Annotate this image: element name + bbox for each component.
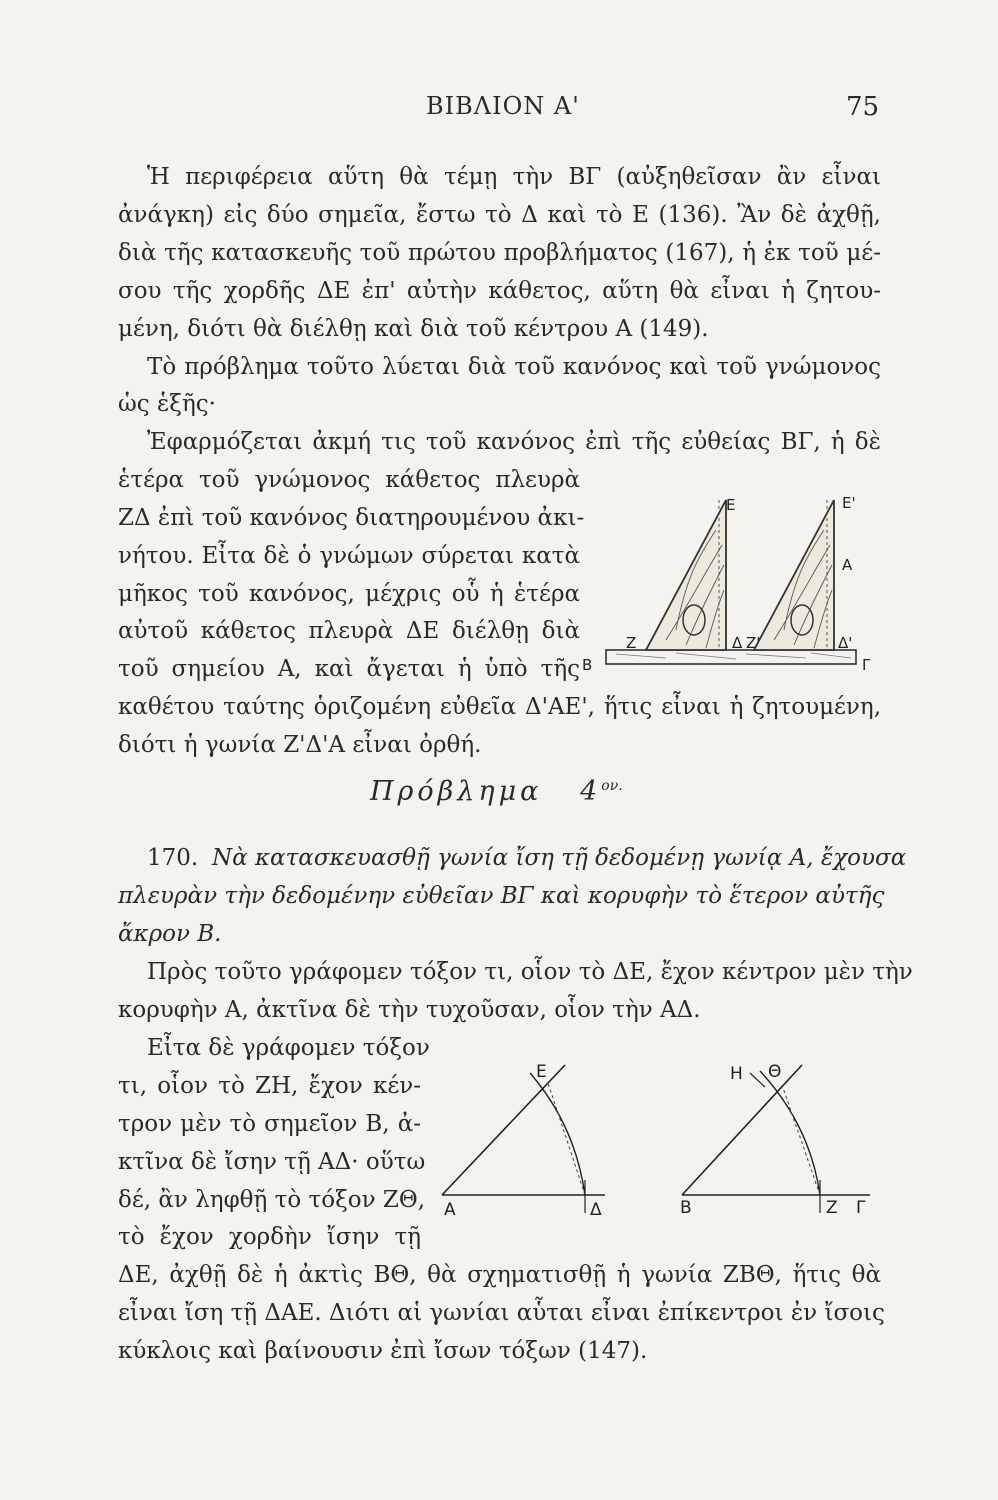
problem-title: Πρόβλημα [370, 776, 543, 807]
problem-number: 4 [580, 776, 602, 807]
label-e: Ε [726, 496, 736, 514]
angle-copy-figure [430, 1055, 880, 1225]
text-line: μένη, διότι θὰ διέλθῃ καὶ διὰ τοῦ κέντρου Α (149). [118, 316, 709, 342]
text-line: τρον μὲν τὸ σημεῖον Β, ἀ- [118, 1111, 421, 1137]
text-line: αὐτοῦ κάθετος πλευρὰ ΔΕ διέλθῃ διὰ [118, 618, 580, 644]
text-line: Νὰ κατασκευασθῇ γωνία ἴση τῇ δεδομένῃ γωνίᾳ Α, ἔχουσα [212, 845, 907, 871]
problem-suffix: ον. [601, 778, 623, 794]
text-line: ΖΔ ἐπὶ τοῦ κανόνος διατηρουμένου ἀκι- [118, 505, 585, 531]
text-line: Ἡ περιφέρεια αὕτη θὰ τέμῃ τὴν ΒΓ (αὐξηθεῖσαν ἂν εἶναι [147, 164, 881, 190]
set-square-left [646, 500, 726, 650]
label-d-prime: Δ' [838, 634, 853, 652]
label-z: Ζ [626, 634, 637, 652]
label-g: Γ [856, 1198, 866, 1218]
text-line: πλευρὰν τὴν δεδομένην εὐθεῖαν ΒΓ καὶ κορυφὴν τὸ ἕτερον αὐτῆς [118, 883, 885, 909]
side-ae [442, 1065, 565, 1195]
text-line: εἶναι ἴση τῇ ΔΑΕ. Διότι αἱ γωνίαι αὗται εἶναι ἐπίκεντροι ἐν ἴσοις [118, 1300, 885, 1326]
page-number: 75 [846, 92, 880, 122]
label-z-prime: Ζ' [746, 634, 761, 652]
text-line: Τὸ πρόβλημα τοῦτο λύεται διὰ τοῦ κανόνος καὶ τοῦ γνώμονος [147, 354, 881, 380]
label-th: Θ [768, 1062, 782, 1082]
text-line: ΔΕ, ἀχθῇ δὲ ἡ ἀκτὶς ΒΘ, θὰ σχηματισθῇ ἡ γωνία ΖΒΘ, ἥτις θὰ [118, 1262, 881, 1288]
text-line: τοῦ σημείου Α, καὶ ἄγεται ἡ ὑπὸ τῆς [118, 656, 580, 682]
label-z: Ζ [826, 1198, 838, 1218]
text-line: τι, οἷον τὸ ΖΗ, ἔχον κέν- [118, 1073, 421, 1099]
label-d: Δ [732, 634, 743, 652]
page-header [0, 92, 998, 132]
text-line: κτῖνα δὲ ἴσην τῇ ΑΔ· οὕτω [118, 1149, 426, 1175]
text-line: δέ, ἂν ληφθῇ τὸ τόξον ΖΘ, [118, 1187, 426, 1213]
arc-de [530, 1073, 585, 1195]
label-e: Ε [536, 1062, 547, 1082]
text-line: κύκλοις καὶ βαίνουσιν ἐπὶ ἴσων τόξων (147). [118, 1338, 648, 1364]
label-e-prime: Ε' [842, 494, 856, 512]
text-line: Εἶτα δὲ γράφομεν τόξον [147, 1035, 430, 1061]
label-b: Β [680, 1198, 692, 1218]
label-g: Γ [862, 656, 871, 674]
set-square-right [754, 500, 834, 650]
text-line: Ἐφαρμόζεται ἀκμή τις τοῦ κανόνος ἐπὶ τῆς εὐθείας ΒΓ, ἡ δὲ [147, 429, 881, 455]
text-line: νήτου. Εἶτα δὲ ὁ γνώμων σύρεται κατὰ [118, 543, 580, 569]
label-a: Α [444, 1200, 456, 1220]
label-h: Η [730, 1064, 743, 1084]
text-line: ὡς ἑξῆς· [118, 391, 216, 417]
ruler-shape [606, 650, 856, 664]
arc-zh [760, 1071, 820, 1195]
text-line: κορυφὴν Α, ἀκτῖνα δὲ τὴν τυχοῦσαν, οἷον τὴν ΑΔ. [118, 997, 701, 1023]
problem-heading [370, 776, 623, 807]
text-line: σου τῆς χορδῆς ΔΕ ἐπ' αὐτὴν κάθετος, αὕτη θὰ εἶναι ἡ ζητου- [118, 278, 881, 304]
running-title: ΒΙΒΛΙΟΝ Α' [426, 92, 580, 120]
text-line: τὸ ἔχον χορδὴν ἴσην τῇ [118, 1224, 421, 1250]
set-square-figure [576, 470, 876, 695]
label-a: Α [842, 556, 853, 574]
text-line: ἄκρον Β. [118, 921, 222, 947]
text-line: ἀνάγκη) εἰς δύο σημεῖα, ἔστω τὸ Δ καὶ τὸ Ε (136). Ἂν δὲ ἀχθῇ, [118, 202, 881, 228]
text-line: Πρὸς τοῦτο γράφομεν τόξον τι, οἷον τὸ ΔΕ, ἔχον κέντρον μὲν τὴν [147, 959, 913, 985]
side-bth [682, 1065, 802, 1195]
label-d: Δ [590, 1200, 602, 1220]
text-line: ἑτέρα τοῦ γνώμονος κάθετος πλευρὰ [118, 467, 580, 493]
label-b: Β [582, 656, 593, 674]
text-line: διότι ἡ γωνία Ζ'Δ'Α εἶναι ὀρθή. [118, 732, 482, 758]
text-line: διὰ τῆς κατασκευῆς τοῦ πρώτου προβλήματος (167), ἡ ἐκ τοῦ μέ- [118, 240, 881, 266]
text-line: μῆκος τοῦ κανόνος, μέχρις οὗ ἡ ἑτέρα [118, 581, 580, 607]
text-line: καθέτου ταύτης ὁριζομένη εὐθεῖα Δ'ΑΕ', ἥτις εἶναι ἡ ζητουμένη, [118, 694, 881, 720]
problem-number-label: 170. [147, 845, 199, 871]
